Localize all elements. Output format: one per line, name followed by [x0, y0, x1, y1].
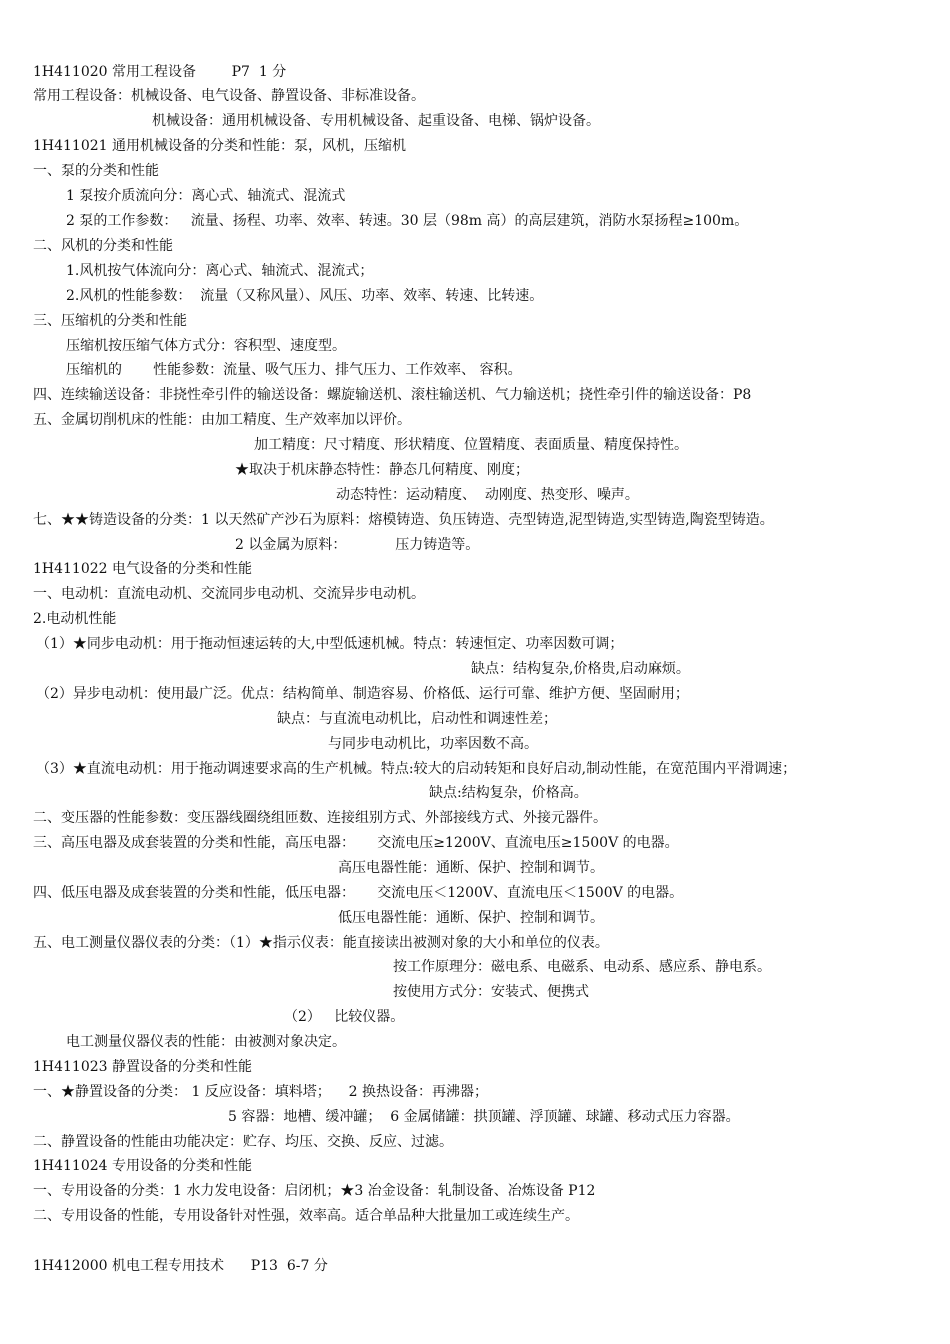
text-line: ★取决于机床静态特性：静态几何精度、刚度； — [235, 462, 529, 478]
text-line: 电工测量仪器仪表的性能：由被测对象决定。 — [66, 1034, 346, 1050]
section-heading-1h411021: 1H411021 通用机械设备的分类和性能：泵，风机，压缩机 — [33, 138, 407, 154]
subheading: 二、风机的分类和性能 — [33, 238, 173, 254]
section-heading-1h411022: 1H411022 电气设备的分类和性能 — [33, 561, 253, 577]
text-line: 一、专用设备的分类：1 水力发电设备：启闭机；★3 冶金设备：轧制设备、冶炼设备 P12 — [33, 1183, 596, 1199]
text-line: 动态特性：运动精度、 动刚度、热变形、噪声。 — [336, 487, 639, 503]
text-line: 5 容器：地槽、缓冲罐； 6 金属储罐：拱顶罐、浮顶罐、球罐、移动式压力容器。 — [228, 1109, 740, 1125]
text-line: （2） 比较仪器。 — [284, 1009, 405, 1025]
text-line: （3）★直流电动机：用于拖动调速要求高的生产机械。特点:较大的启动转矩和良好启动,制动性能，在宽范围内平滑调速； — [36, 761, 797, 777]
text-line: 按使用方式分：安装式、便携式 — [393, 984, 589, 1000]
text-line: 加工精度：尺寸精度、形状精度、位置精度、表面质量、精度保持性。 — [254, 437, 688, 453]
text-line: 2 泵的工作参数： 流量、扬程、功率、效率、转速。30 层（98m 高）的高层建筑，消防水泵扬程≥100m。 — [66, 213, 749, 229]
text-line: 二、静置设备的性能由功能决定：贮存、均压、交换、反应、过滤。 — [33, 1134, 453, 1150]
section-heading-1h411023: 1H411023 静置设备的分类和性能 — [33, 1059, 253, 1075]
text-line: 缺点：结构复杂,价格贵,启动麻烦。 — [471, 661, 690, 677]
text-line: 缺点:结构复杂，价格高。 — [429, 785, 588, 801]
text-line: 四、低压电器及成套装置的分类和性能，低压电器： 交流电压＜1200V、直流电压＜1500V 的电器。 — [33, 885, 684, 901]
text-line: 机械设备：通用机械设备、专用机械设备、起重设备、电梯、锅炉设备。 — [152, 113, 600, 129]
text-line: 三、高压电器及成套装置的分类和性能，高压电器： 交流电压≥1200V、直流电压≥1500V 的电器。 — [33, 835, 679, 851]
text-line: 二、专用设备的性能，专用设备针对性强，效率高。适合单品种大批量加工或连续生产。 — [33, 1208, 579, 1224]
section-heading-1h411024: 1H411024 专用设备的分类和性能 — [33, 1158, 253, 1174]
text-line: 压缩机按压缩气体方式分：容积型、速度型。 — [66, 338, 346, 354]
text-line: 四、连续输送设备：非挠性牵引件的输送设备：螺旋输送机、滚柱输送机、气力输送机；挠性牵引件的输送设备：P8 — [33, 387, 752, 403]
text-line: 高压电器性能：通断、保护、控制和调节。 — [338, 860, 604, 876]
text-line: 一、电动机：直流电动机、交流同步电动机、交流异步电动机。 — [33, 586, 425, 602]
text-line: 与同步电动机比，功率因数不高。 — [328, 736, 538, 752]
subheading: 一、泵的分类和性能 — [33, 163, 159, 179]
text-line: （1）★同步电动机：用于拖动恒速运转的大,中型低速机械。特点：转速恒定、功率因数可调； — [36, 636, 624, 652]
text-line: 五、电工测量仪器仪表的分类：（1）★指示仪表：能直接读出被测对象的大小和单位的仪表。 — [33, 935, 609, 951]
text-line: 2 以金属为原料： 压力铸造等。 — [235, 537, 480, 553]
text-line: 低压电器性能：通断、保护、控制和调节。 — [338, 910, 604, 926]
text-line: 按工作原理分：磁电系、电磁系、电动系、感应系、静电系。 — [393, 959, 771, 975]
text-line: 七、★★铸造设备的分类：1 以天然矿产沙石为原料：熔模铸造、负压铸造、壳型铸造,泥型铸造,实型铸造,陶瓷型铸造。 — [33, 512, 774, 528]
text-line: 1.风机按气体流向分：离心式、轴流式、混流式； — [66, 263, 374, 279]
text-line: 一、★静置设备的分类： 1 反应设备：填料塔； 2 换热设备：再沸器； — [33, 1084, 488, 1100]
subheading: 2.电动机性能 — [33, 611, 117, 627]
text-line: 二、变压器的性能参数：变压器线圈绕组匝数、连接组别方式、外部接线方式、外接元器件。 — [33, 810, 607, 826]
section-heading-1h412000: 1H412000 机电工程专用技术 P13 6-7 分 — [33, 1258, 328, 1274]
text-line: 2.风机的性能参数： 流量（又称风量）、风压、功率、效率、转速、比转速。 — [66, 288, 544, 304]
subheading: 三、压缩机的分类和性能 — [33, 313, 187, 329]
text-line: （2）异步电动机：使用最广泛。优点：结构简单、制造容易、价格低、运行可靠、维护方便、坚固耐用； — [36, 686, 689, 702]
text-line: 五、金属切削机床的性能：由加工精度、生产效率加以评价。 — [33, 412, 411, 428]
text-line: 常用工程设备：机械设备、电气设备、静置设备、非标准设备。 — [33, 88, 425, 104]
text-line: 压缩机的 性能参数：流量、吸气压力、排气压力、工作效率、 容积。 — [66, 362, 522, 378]
text-line: 缺点：与直流电动机比，启动性和调速性差； — [277, 711, 557, 727]
text-line: 1 泵按介质流向分：离心式、轴流式、混流式 — [66, 188, 346, 204]
section-heading-1h411020: 1H411020 常用工程设备 P7 1 分 — [33, 64, 287, 80]
